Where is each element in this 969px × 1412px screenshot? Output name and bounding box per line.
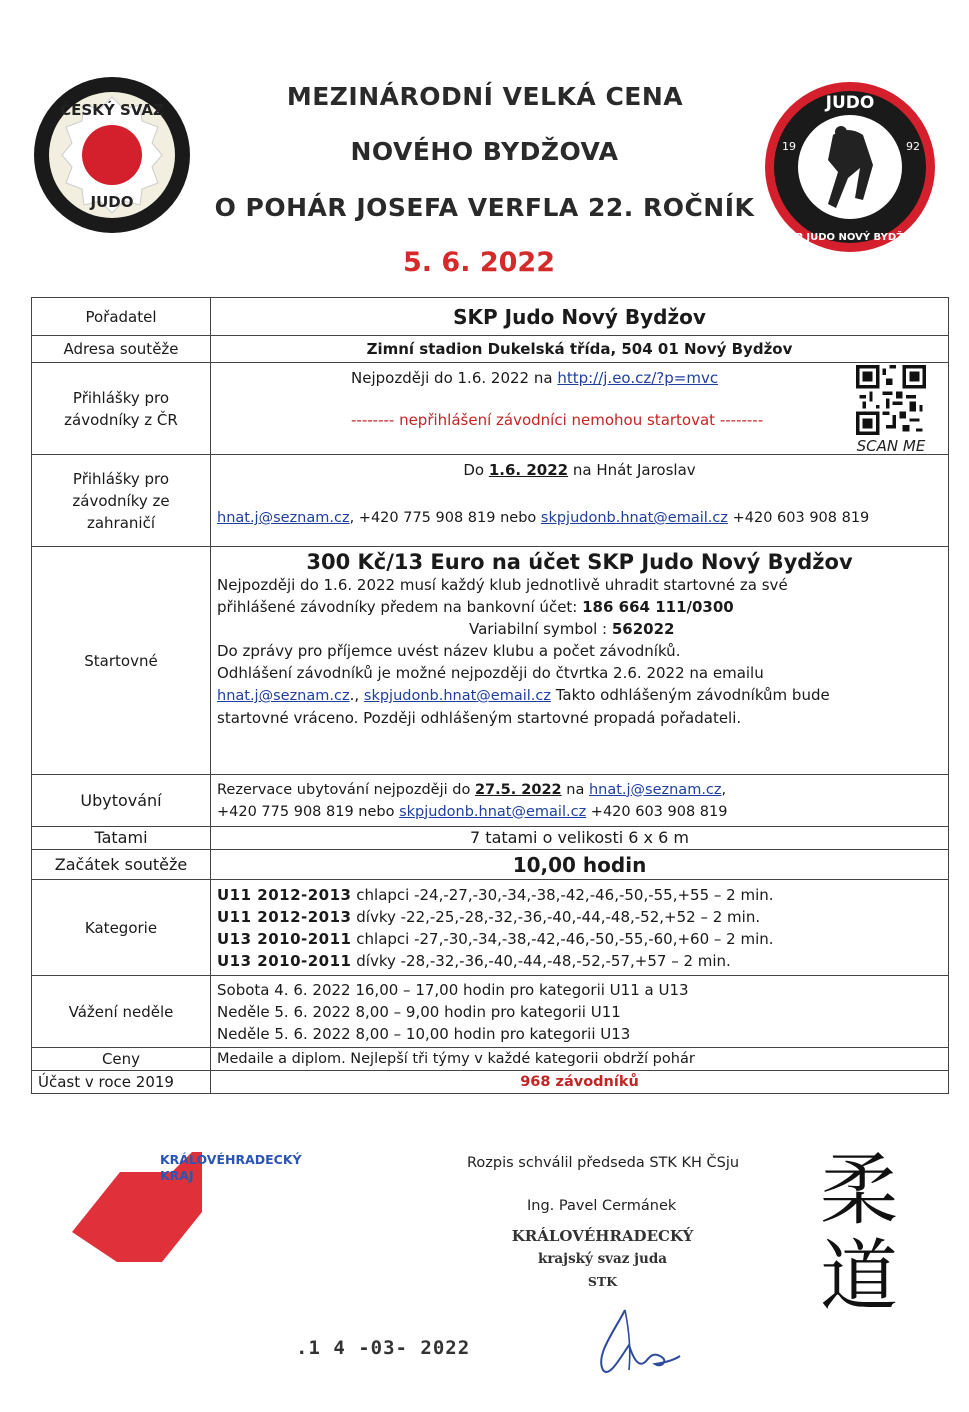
qr-caption: SCAN ME xyxy=(856,437,926,455)
zahr-pre: Do xyxy=(463,461,489,479)
event-date: 5. 6. 2022 xyxy=(402,247,556,278)
label-prihlasky-zahranici: Přihlášky pro závodníky ze zahraničí xyxy=(32,455,211,547)
approver-name: Ing. Pavel Cermánek xyxy=(527,1198,677,1214)
startovne-line-4: Do zprávy pro příjemce uvést název klubu a počet závodníků. xyxy=(217,642,681,660)
value-tatami: 7 tatami o velikosti 6 x 6 m xyxy=(211,827,949,850)
title-line-3: O POHÁR JOSEFA VERFLA 22. ROČNÍK xyxy=(214,193,755,222)
logo-right-year-left: 19 xyxy=(782,140,796,153)
label-zacatek: Začátek soutěže xyxy=(32,850,211,880)
row-zacatek xyxy=(32,850,949,880)
zahr-email-1[interactable]: hnat.j@seznam.cz xyxy=(217,510,350,526)
ubytovani-date: 27.5. 2022 xyxy=(474,781,562,798)
signature xyxy=(585,1300,685,1380)
qr-code-icon[interactable] xyxy=(856,365,926,435)
row-startovne xyxy=(32,547,949,775)
startovne-line-6: Takto odhlášeným závodníkům bude xyxy=(550,686,830,704)
propositions-table xyxy=(31,297,949,1094)
ubytovani-phone-2: +420 603 908 819 xyxy=(586,803,728,820)
value-adresa: Zimní stadion Dukelská třída, 504 01 Nový Bydžov xyxy=(211,336,949,363)
value-ceny: Medaile a diplom. Nejlepší tři týmy v každé kategorii obdrží pohár xyxy=(211,1048,949,1071)
startovne-sep: ., xyxy=(349,686,364,704)
row-ubytovani xyxy=(32,775,949,827)
logo-left-bottom-text: JUDO xyxy=(90,193,134,211)
value-zacatek: 10,00 hodin xyxy=(211,850,949,880)
category-line: U13 2010-2011 chlapci -27,-30,-34,-38,-42,-46,-50,-55,-60,+60 – 2 min. xyxy=(217,929,774,948)
label-adresa: Adresa soutěže xyxy=(32,336,211,363)
bank-account: 186 664 111/0300 xyxy=(582,598,734,616)
prihlasky-cr-warning: -------- nepřihlášení závodníci nemohou startovat -------- xyxy=(351,411,764,429)
label-kategorie: Kategorie xyxy=(32,880,211,976)
label-vazeni: Vážení neděle xyxy=(32,976,211,1048)
registration-link[interactable]: http://j.eo.cz/?p=mvc xyxy=(557,369,719,387)
startovne-line-2: přihlášené závodníky předem na bankovní účet: xyxy=(217,598,583,616)
row-prihlasky-zahranici xyxy=(32,455,949,547)
row-poradatel xyxy=(32,298,949,336)
approved-by: Rozpis schválil předseda STK KH ČSju xyxy=(467,1155,740,1171)
stamp-line-1: KRÁLOVÉHRADECKÝ xyxy=(511,1227,694,1245)
title-line-2: NOVÉHO BYDŽOVA xyxy=(350,137,619,166)
stamp-line-2: krajský svaz juda xyxy=(537,1251,668,1267)
startovne-email-1[interactable]: hnat.j@seznam.cz xyxy=(217,688,350,704)
date-stamp: .1 4 -03- 2022 xyxy=(296,1337,471,1359)
label-poradatel: Pořadatel xyxy=(32,298,211,336)
label-startovne: Startovné xyxy=(32,547,211,775)
ubytovani-pre: Rezervace ubytování nejpozději do xyxy=(217,781,475,798)
category-line: U11 2012-2013 chlapci -24,-27,-30,-34,-38,-42,-46,-50,-55,+55 – 2 min. xyxy=(217,885,774,904)
prihlasky-cr-text: Nejpozději do 1.6. 2022 na xyxy=(351,369,558,387)
zahr-post: na Hnát Jaroslav xyxy=(568,461,696,479)
zahr-date: 1.6. 2022 xyxy=(488,461,569,479)
category-line: U11 2012-2013 dívky -22,-25,-28,-32,-36,-40,-44,-48,-52,+52 – 2 min. xyxy=(217,907,761,926)
label-ceny: Ceny xyxy=(32,1048,211,1071)
startovne-line-5: Odhlášení závodníků je možné nejpozději do čtvrtka 2.6. 2022 na emailu xyxy=(217,664,764,682)
ubytovani-email-1[interactable]: hnat.j@seznam.cz xyxy=(588,781,722,798)
startovne-email-2[interactable]: skpjudonb.hnat@email.cz xyxy=(363,688,551,704)
logo-right-top-text: JUDO xyxy=(825,93,875,113)
vs-value: 562022 xyxy=(611,620,675,638)
row-adresa xyxy=(32,336,949,363)
category-line: U13 2010-2011 dívky -28,-32,-36,-40,-44,-48,-52,-57,+57 – 2 min. xyxy=(217,951,731,970)
ubytovani-comma: , xyxy=(721,781,727,798)
startovne-line-7: startovné vráceno. Později odhlášeným startovné propadá pořadateli. xyxy=(217,709,742,727)
zahr-mid: , +420 775 908 819 nebo xyxy=(349,510,541,526)
value-poradatel: SKP Judo Nový Bydžov xyxy=(211,298,949,336)
logo-right-year-right: 92 xyxy=(906,140,920,153)
vazeni-line-1: Sobota 4. 6. 2022 16,00 – 17,00 hodin pro kategorii U11 a U13 xyxy=(217,980,689,999)
row-ucast xyxy=(32,1071,949,1094)
startovne-headline: 300 Kč/13 Euro na účet SKP Judo Nový Bydžov xyxy=(306,550,853,574)
qr-code-block[interactable] xyxy=(855,365,927,455)
row-tatami xyxy=(32,827,949,850)
vazeni-line-2: Neděle 5. 6. 2022 8,00 – 9,00 hodin pro kategorii U11 xyxy=(217,1002,621,1021)
value-ucast: 968 závodníků xyxy=(211,1071,949,1094)
logo-left-top-text: ČESKÝ SVAZ xyxy=(60,101,164,119)
skp-judo-novy-bydzov-logo xyxy=(763,80,938,255)
row-prihlasky-cr xyxy=(32,363,949,455)
label-prihlasky-cr: Přihlášky pro závodníky z ČR xyxy=(32,363,211,455)
label-tatami: Tatami xyxy=(32,827,211,850)
logo-right-bottom-text: SKP JUDO NOVÝ BYDŽOV xyxy=(780,232,920,243)
ubytovani-email-2[interactable]: skpjudonb.hnat@email.cz xyxy=(399,803,587,820)
startovne-line-1: Nejpozději do 1.6. 2022 musí každý klub jednotlivě uhradit startovné za své xyxy=(217,576,788,594)
judo-kanji: 柔 道 xyxy=(820,1146,899,1322)
stamp-line-3: STK xyxy=(587,1274,618,1289)
vazeni-line-3: Neděle 5. 6. 2022 8,00 – 10,00 hodin pro kategorii U13 xyxy=(217,1024,631,1043)
row-vazeni xyxy=(32,976,949,1048)
kraj-logo-text: KRÁLOVÉHRADECKÝ KRAJ xyxy=(160,1152,302,1183)
zahr-phone: +420 603 908 819 xyxy=(727,510,870,526)
ubytovani-phone-1: +420 775 908 819 nebo xyxy=(217,803,400,820)
label-ucast: Účast v roce 2019 xyxy=(32,1071,211,1094)
vs-label: Variabilní symbol : xyxy=(469,620,612,638)
row-kategorie xyxy=(32,880,949,976)
title-line-1: MEZINÁRODNÍ VELKÁ CENA xyxy=(286,82,684,111)
ubytovani-na: na xyxy=(561,781,589,798)
zahr-email-2[interactable]: skpjudonb.hnat@email.cz xyxy=(540,510,728,526)
row-ceny xyxy=(32,1048,949,1071)
label-ubytovani: Ubytování xyxy=(32,775,211,827)
